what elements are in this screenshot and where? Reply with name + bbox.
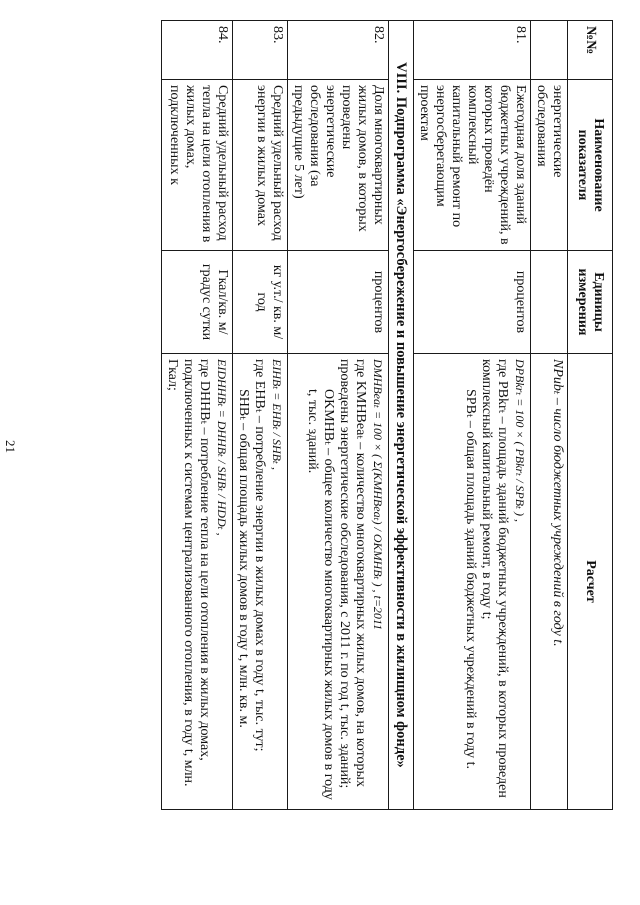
table-header-row [568,21,613,810]
row84-unit: Гкал/кв. м/ градус сутки [162,251,233,354]
row81-num: 81. [414,21,531,80]
table-row [414,21,531,810]
row83-formula: EIHBₜ = EHBₜ / SHBₜ , [270,359,284,470]
cont-name: энергетические обследования [531,80,568,251]
cont-calc: NPubₜ – число бюджетных учреждений в году t. [531,354,568,810]
row84-num: 84. [162,21,233,80]
table-row [288,21,389,810]
header-num: №№ [568,21,613,80]
row82-num: 82. [288,21,389,80]
section-row [389,21,414,810]
row81-calc [414,354,531,810]
row82-line1: где KMHBeaₜ – количество многоквартирных жилых домов, на которых проведены энергетические обследования, с 2011 г. по год t, тыс. зданий; [337,359,368,789]
row83-calc [233,354,288,810]
table-row [162,21,233,810]
table-row [531,21,568,810]
header-calc: Расчет [568,354,613,810]
row84-name: Средний удельный расход тепла на цели отопления в жилых домах, подключенных к [162,80,233,251]
row84-formula: EIDHHBₜ = DHHBₜ / SHBₜ / HDDₜ , [215,359,229,536]
row83-name: Средний удельный расход энергии в жилых домах [233,80,288,251]
row84-calc [162,354,233,810]
row83-num: 83. [233,21,288,80]
page-number: 21 [3,440,18,453]
section-title: VIII. Подпрограмма «Энергосбережение и повышение энергетической эффективности в жилищном фонде» [389,21,414,810]
row82-calc [288,354,389,810]
table-row [233,21,288,810]
header-name: Наименование показателя [568,80,613,251]
row82-line2: OKMHBₜ – общее количество многоквартирных жилых домов в году t, тыс. зданий. [305,389,336,800]
row81-formula: DPBkrₜ = 100 × ( PBkrₜ / SPBₜ ) , [513,359,527,523]
indicators-table [161,20,613,810]
row83-line2: SHBₜ – общая площадь жилых домов в году t, млн. кв. м. [236,389,251,728]
row81-line2: SPBₜ – общая площадь зданий бюджетных учреждений в году t. [463,389,478,770]
row81-line1: где PBkrₜ – площадь зданий бюджетных учреждений, в которых проведен комплексный капитальный ремонт, в году t; [479,359,510,798]
row84-line1: где DHHBₜ – потребление тепла на цели отопления в жилых домах, подключенных к системам централизованного отопления, в году t, млн. Гкал; [165,359,212,787]
header-unit: Единицы измерения [568,251,613,354]
row83-unit: кг у.т./ кв. м/ год [233,251,288,354]
row82-unit: процентов [288,251,389,354]
row82-formula: DMHBeaₜ = 100 × ( Σ(KMHBeaₜ) / OKMHBₜ ) , t=2011 [371,359,385,631]
row81-unit: процентов [414,251,531,354]
row83-line1: где EHBₜ – потребление энергии в жилых домах в году t, тыс. тут; [252,359,267,752]
row81-name: Ежегодная доля зданий бюджетных учреждений, в которых проведён комплексный капитальный ремонт по энергосберегающим проектам [414,80,531,251]
rotated-table-container [143,20,613,810]
row82-name: Доля многоквартирных жилых домов, в которых проведены энергетические обследования (за предыдущие 5 лет) [288,80,389,251]
